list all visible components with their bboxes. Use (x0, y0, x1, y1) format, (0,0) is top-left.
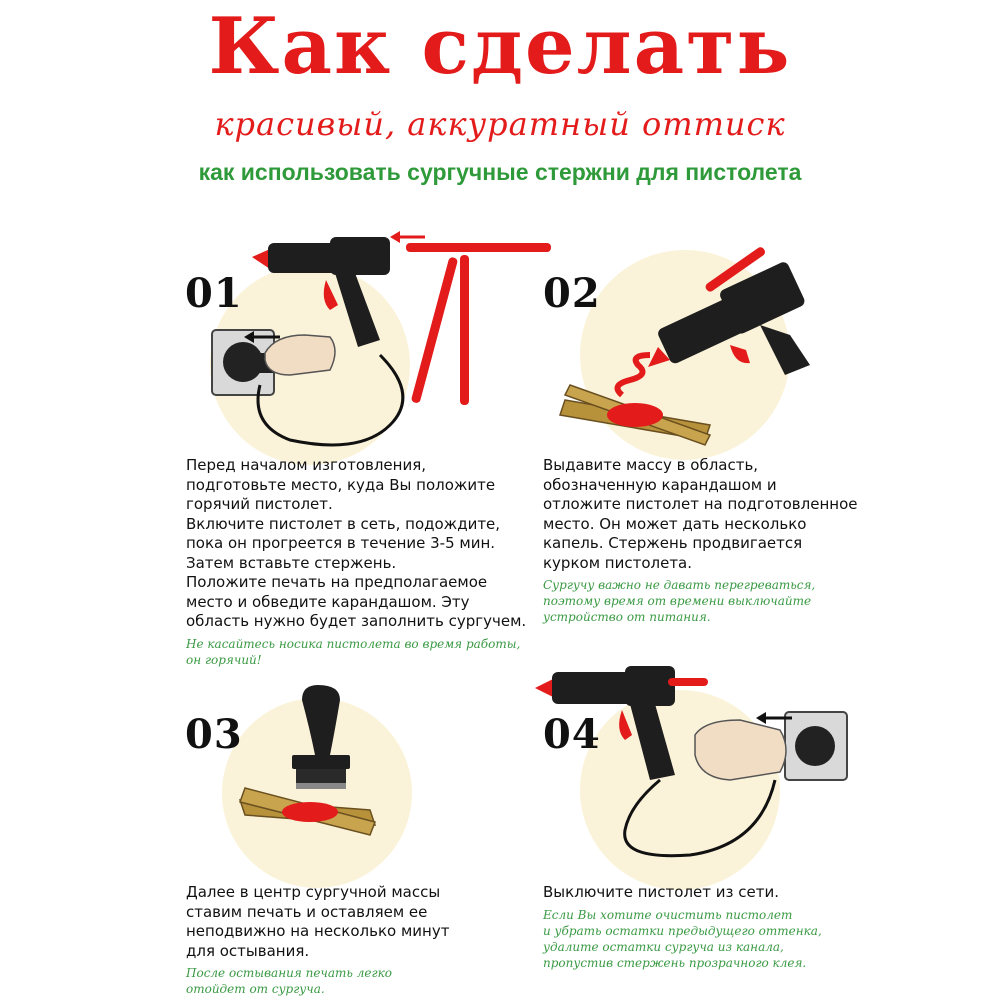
step-1-note: Не касайтесь носика пистолета во время работы, он горячий! (186, 637, 521, 667)
step-3-note: После остывания печать легко отойдет от сургуча. (186, 966, 392, 996)
page-title: Как сделать (208, 1, 792, 92)
page-subtitle: красивый, аккуратный оттиск (214, 105, 786, 143)
step-3-number: 03 (185, 711, 243, 758)
step-4-text: Выключите пистолет из сети. (543, 883, 780, 901)
step-2-note: Сургучу важно не давать перегреваться, поэтому время от времени выключайте устройство от питания. (543, 578, 816, 624)
step-4-note: Если Вы хотите очистить пистолет и убрать остатки предыдущего оттенка, удалите остатки сургуча из канала, пропустив стержень прозрачного клея. (543, 908, 822, 970)
section-heading: как использовать сургучные стержни для пистолета (198, 159, 802, 185)
step-1-illustration (180, 225, 560, 455)
step-1-text: Перед началом изготовления, подготовьте место, куда Вы положите горячий пистолет. Включите пистолет в сеть, подождите, пока он прогреется в течение 3-5 мин. Затем вставьте стержень. Положите печать на предполагаемое место и обведите карандашом. Эту область нужно будет заполнить сургучем. (186, 456, 527, 630)
step-4-number: 04 (543, 711, 601, 758)
step-2-number: 02 (543, 270, 601, 317)
step-3-text: Далее в центр сургучной массы ставим печать и оставляем ее неподвижно на несколько минут для остывания. (186, 883, 450, 960)
step-1-number: 01 (185, 270, 243, 317)
step-4-illustration (530, 660, 850, 880)
step-2-text: Выдавите массу в область, обозначенную карандашом и отложите пистолет на подготовленное место. Он может дать несколько капель. Стержень продвигается курком пистолета. (543, 456, 858, 572)
step-3-illustration (240, 680, 390, 850)
